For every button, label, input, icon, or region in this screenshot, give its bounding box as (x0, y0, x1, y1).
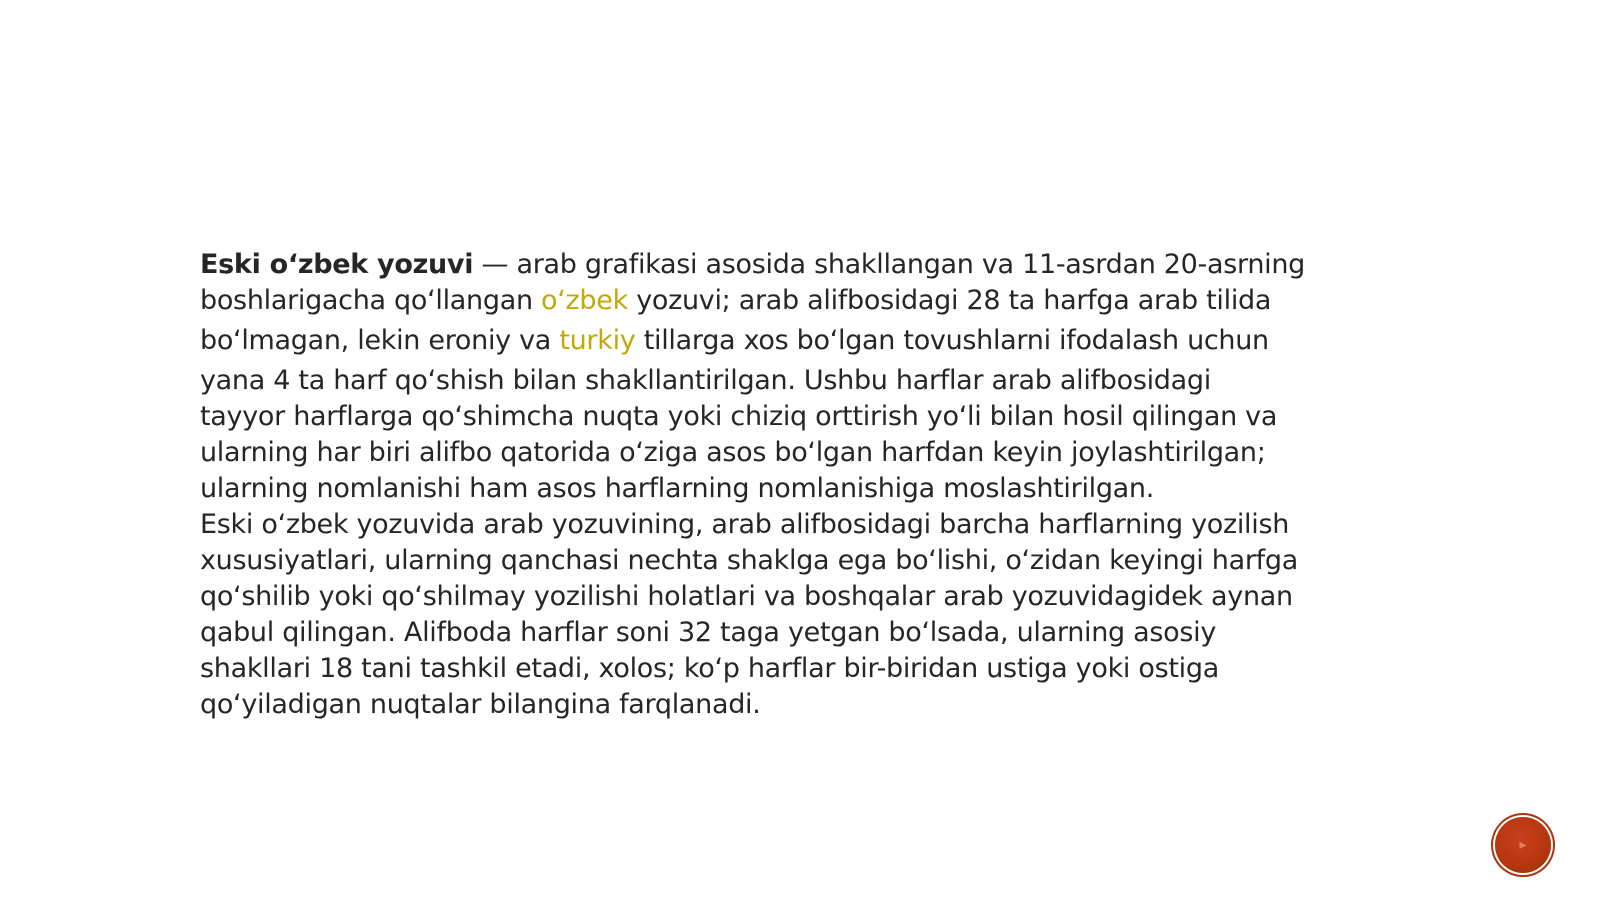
text-run: bo‘lmagan, lekin eroniy va (200, 325, 560, 356)
text-run: tillarga xos bo‘lgan tovushlarni ifodalash uchun (635, 325, 1269, 356)
paragraph-1 (200, 247, 1370, 507)
next-slide-button[interactable] (1495, 817, 1551, 873)
text-run: — arab grafikasi asosida shakllangan va 11-asrdan 20-asrning (473, 249, 1306, 280)
bold-term: Eski o‘zbek yozuvi (200, 249, 474, 280)
text-line: yana 4 ta harf qo‘shish bilan shakllantirilgan. Ushbu harflar arab alifbosidagi (200, 365, 1211, 396)
text-line: shakllari 18 tani tashkil etadi, xolos; ko‘p harflar bir-biridan ustiga yoki ostiga (200, 653, 1219, 684)
text-run: boshlarigacha qo‘llangan (200, 285, 542, 316)
text-line (200, 323, 1370, 359)
text-line: qabul qilingan. Alifboda harflar soni 32 taga yetgan bo‘lsada, ularning asosiy (200, 617, 1217, 648)
text-line (200, 283, 1370, 319)
slide-body-text (200, 247, 1370, 723)
text-line (200, 247, 1370, 283)
text-line: tayyor harflarga qo‘shimcha nuqta yoki chiziq orttirish yo‘li bilan hosil qilingan va (200, 401, 1278, 432)
text-line: ularning har biri alifbo qatorida o‘ziga asos bo‘lgan harfdan keyin joylashtirilgan; (200, 437, 1266, 468)
text-line: xususiyatlari, ularning qanchasi nechta shaklga ega bo‘lishi, o‘zidan keyingi harfga (200, 545, 1298, 576)
text-line: ularning nomlanishi ham asos harflarning nomlanishiga moslashtirilgan. (200, 473, 1155, 504)
paragraph-2 (200, 507, 1370, 723)
text-run: yozuvi; arab alifbosidagi 28 ta harfga arab tilida (627, 285, 1272, 316)
next-slide-icon: ▸ (1519, 837, 1527, 853)
link-turkiy[interactable]: turkiy (559, 325, 636, 356)
text-line: qo‘shilib yoki qo‘shilmay yozilishi holatlari va boshqalar arab yozuvidagidek aynan (200, 581, 1293, 612)
text-line: qo‘yiladigan nuqtalar bilangina farqlanadi. (200, 689, 761, 720)
link-ozbek[interactable]: o‘zbek (541, 285, 628, 316)
text-line: Eski o‘zbek yozuvida arab yozuvining, arab alifbosidagi barcha harflarning yozilish (200, 509, 1290, 540)
